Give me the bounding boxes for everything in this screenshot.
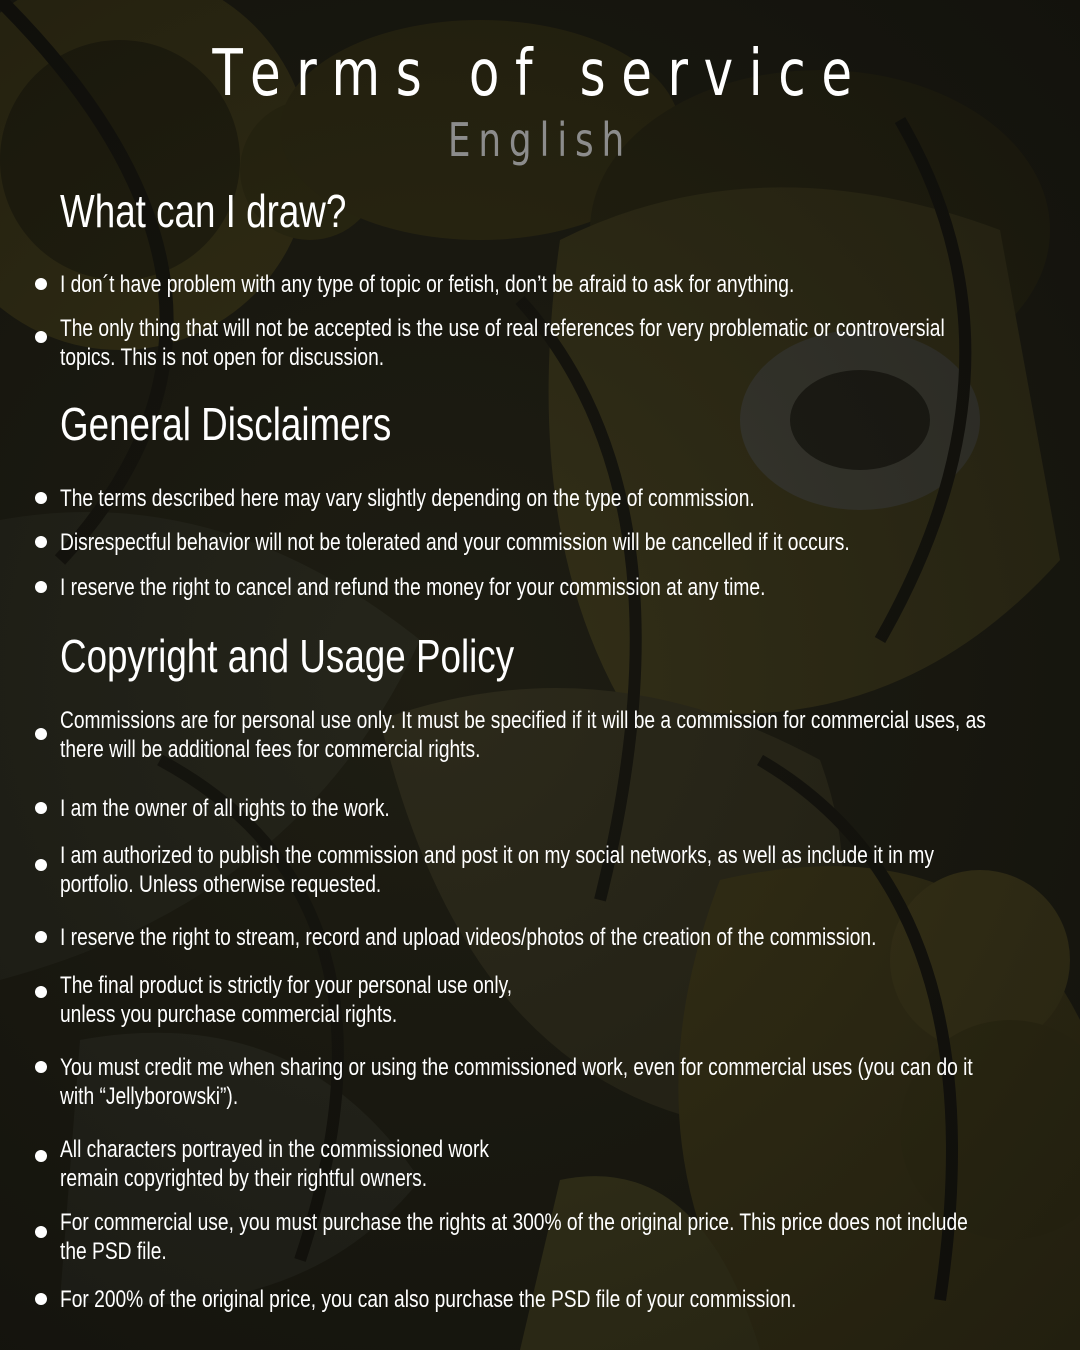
bullet-icon [35, 859, 47, 871]
bullet-icon [35, 1150, 47, 1162]
bullet-icon [35, 492, 47, 504]
bullet-icon [35, 1061, 47, 1073]
bullet-icon [35, 581, 47, 593]
list-item-text: For commercial use, you must purchase the rights at 300% of the original price. This price does not include the PSD file. [60, 1209, 968, 1265]
bullet-icon [35, 931, 47, 943]
list-item-text: The final product is strictly for your personal use only, unless you purchase commercial rights. [60, 972, 513, 1028]
list-item-text: I reserve the right to stream, record and upload videos/photos of the creation of the commission. [60, 924, 877, 951]
list-item-text: Commissions are for personal use only. It must be specified if it will be a commission for commercial uses, as there will be additional fees for commercial rights. [60, 707, 986, 763]
list-item-text: The only thing that will not be accepted is the use of real references for very problematic or controversial topics. This is not open for discussion. [60, 315, 945, 371]
bullet-icon [35, 1293, 47, 1305]
bullet-icon [35, 278, 47, 290]
bullet-icon [35, 331, 47, 343]
list-item-text: I am authorized to publish the commission and post it on my social networks, as well as include it in my portfolio. Unless otherwise requested. [60, 842, 934, 898]
list-item-text: The terms described here may vary slightly depending on the type of commission. [60, 485, 755, 512]
list-item-text: I reserve the right to cancel and refund the money for your commission at any time. [60, 574, 766, 601]
list-item-text: Disrespectful behavior will not be tolerated and your commission will be cancelled if it occurs. [60, 529, 850, 556]
list-item-text: All characters portrayed in the commissioned work remain copyrighted by their rightful owners. [60, 1136, 489, 1192]
bullet-icon [35, 536, 47, 548]
section-heading-general-disclaimers: General Disclaimers [60, 398, 392, 450]
bullet-icon [35, 1226, 47, 1238]
bullet-icon [35, 986, 47, 998]
section-heading-copyright-usage: Copyright and Usage Policy [60, 630, 515, 682]
page-title: Terms of service [212, 37, 868, 111]
bullet-icon [35, 728, 47, 740]
bullet-icon [35, 802, 47, 814]
language-label: English [447, 113, 633, 167]
list-item-text: For 200% of the original price, you can also purchase the PSD file of your commission. [60, 1286, 797, 1313]
list-item-text: I am the owner of all rights to the work. [60, 795, 390, 822]
section-heading-what-can-i-draw: What can I draw? [60, 185, 347, 237]
list-item-text: I don´t have problem with any type of topic or fetish, don’t be afraid to ask for anything. [60, 271, 795, 298]
list-item-text: You must credit me when sharing or using the commissioned work, even for commercial uses (you can do it with “Jellyborowski”). [60, 1054, 973, 1110]
